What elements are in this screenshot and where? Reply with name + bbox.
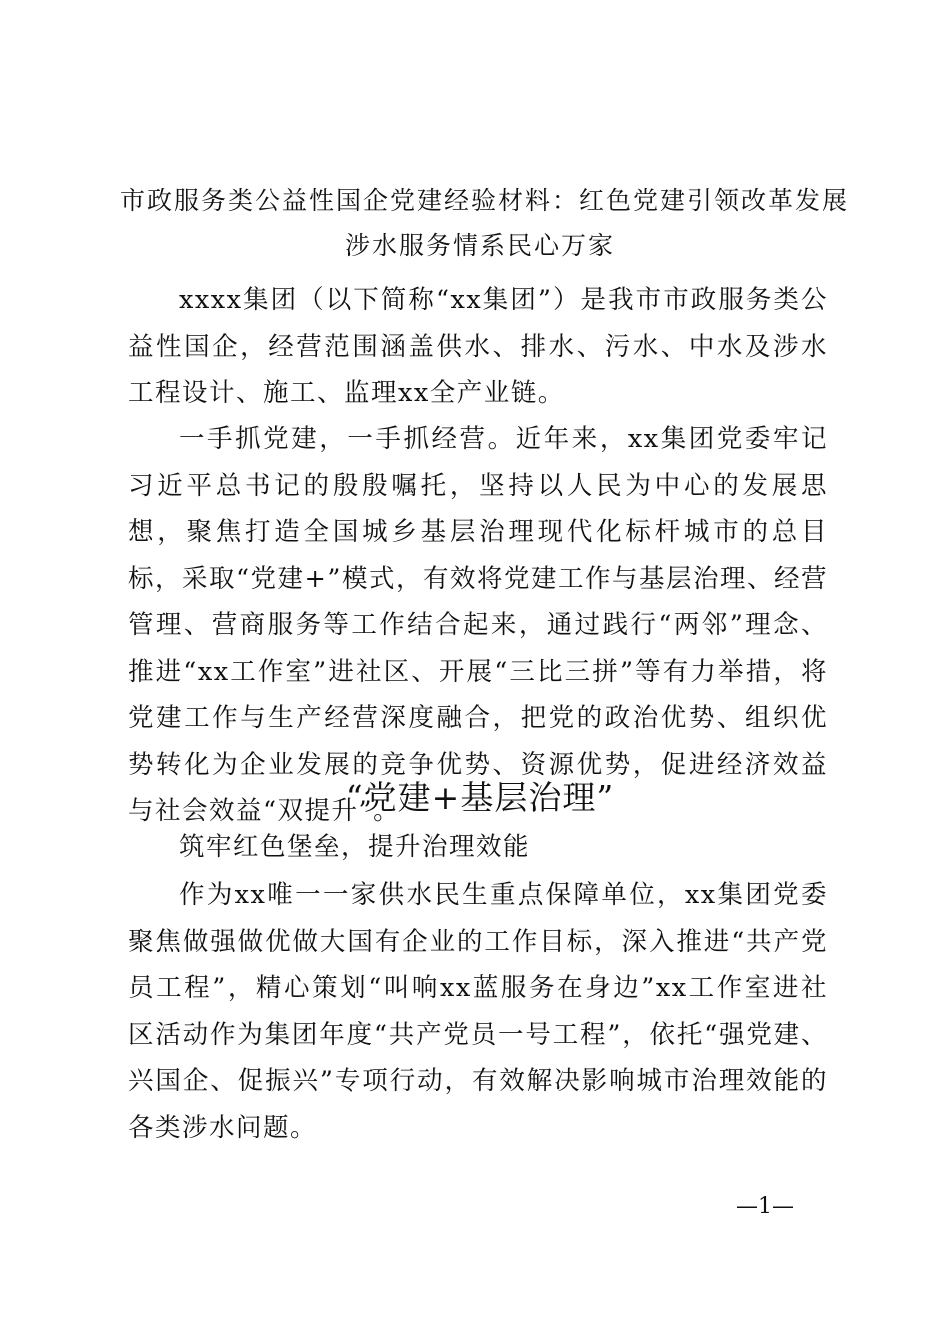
document-title-line-2: 涉水服务情系民心万家 [344,231,615,260]
document-title-line-1: 市政服务类公益性国企党建经验材料：红色党建引领改革发展 [120,186,850,215]
paragraph-intro: xxxx集团（以下简称“xx集团”）是我市市政服务类公益性国企，经营范围涵盖供水、排水、污水、中水及涉水工程设计、施工、监理xx全产业链。 [128,285,828,408]
section-heading: “党建+基层治理” [345,778,615,817]
page-number: —1— [736,1194,794,1219]
paragraph-overview: 一手抓党建，一手抓经营。近年来，xx集团党委牢记习近平总书记的殷殷嘱托，坚持以人民为中心的发展思想，聚焦打造全国城乡基层治理现代化标杆城市的总目标，采取“党建+”模式，有效将党建工作与基层治理、经营管理、营商服务等工作结合起来，通过践行“两邻”理念、推进“xx工作室”进社区、开展“三比三拼”等有力举措，将党建工作与生产经营深度融合，把党的政治优势、组织优势转化为企业发展的竞争优势、资源优势，促进经济效益与社会效益“双提升”。 [128,424,828,826]
paragraph-section-body: 作为xx唯一一家供水民生重点保障单位，xx集团党委聚焦做强做优做大国有企业的工作目标，深入推进“共产党员工程”，精心策划“叫响xx蓝服务在身边”xx工作室进社区活动作为集团年度“共产党员一号工程”，依托“强党建、兴国企、促振兴”专项行动，有效解决影响城市治理效能的各类涉水问题。 [128,880,828,1143]
subheading: 筑牢红色堡垒，提升治理效能 [179,832,531,862]
